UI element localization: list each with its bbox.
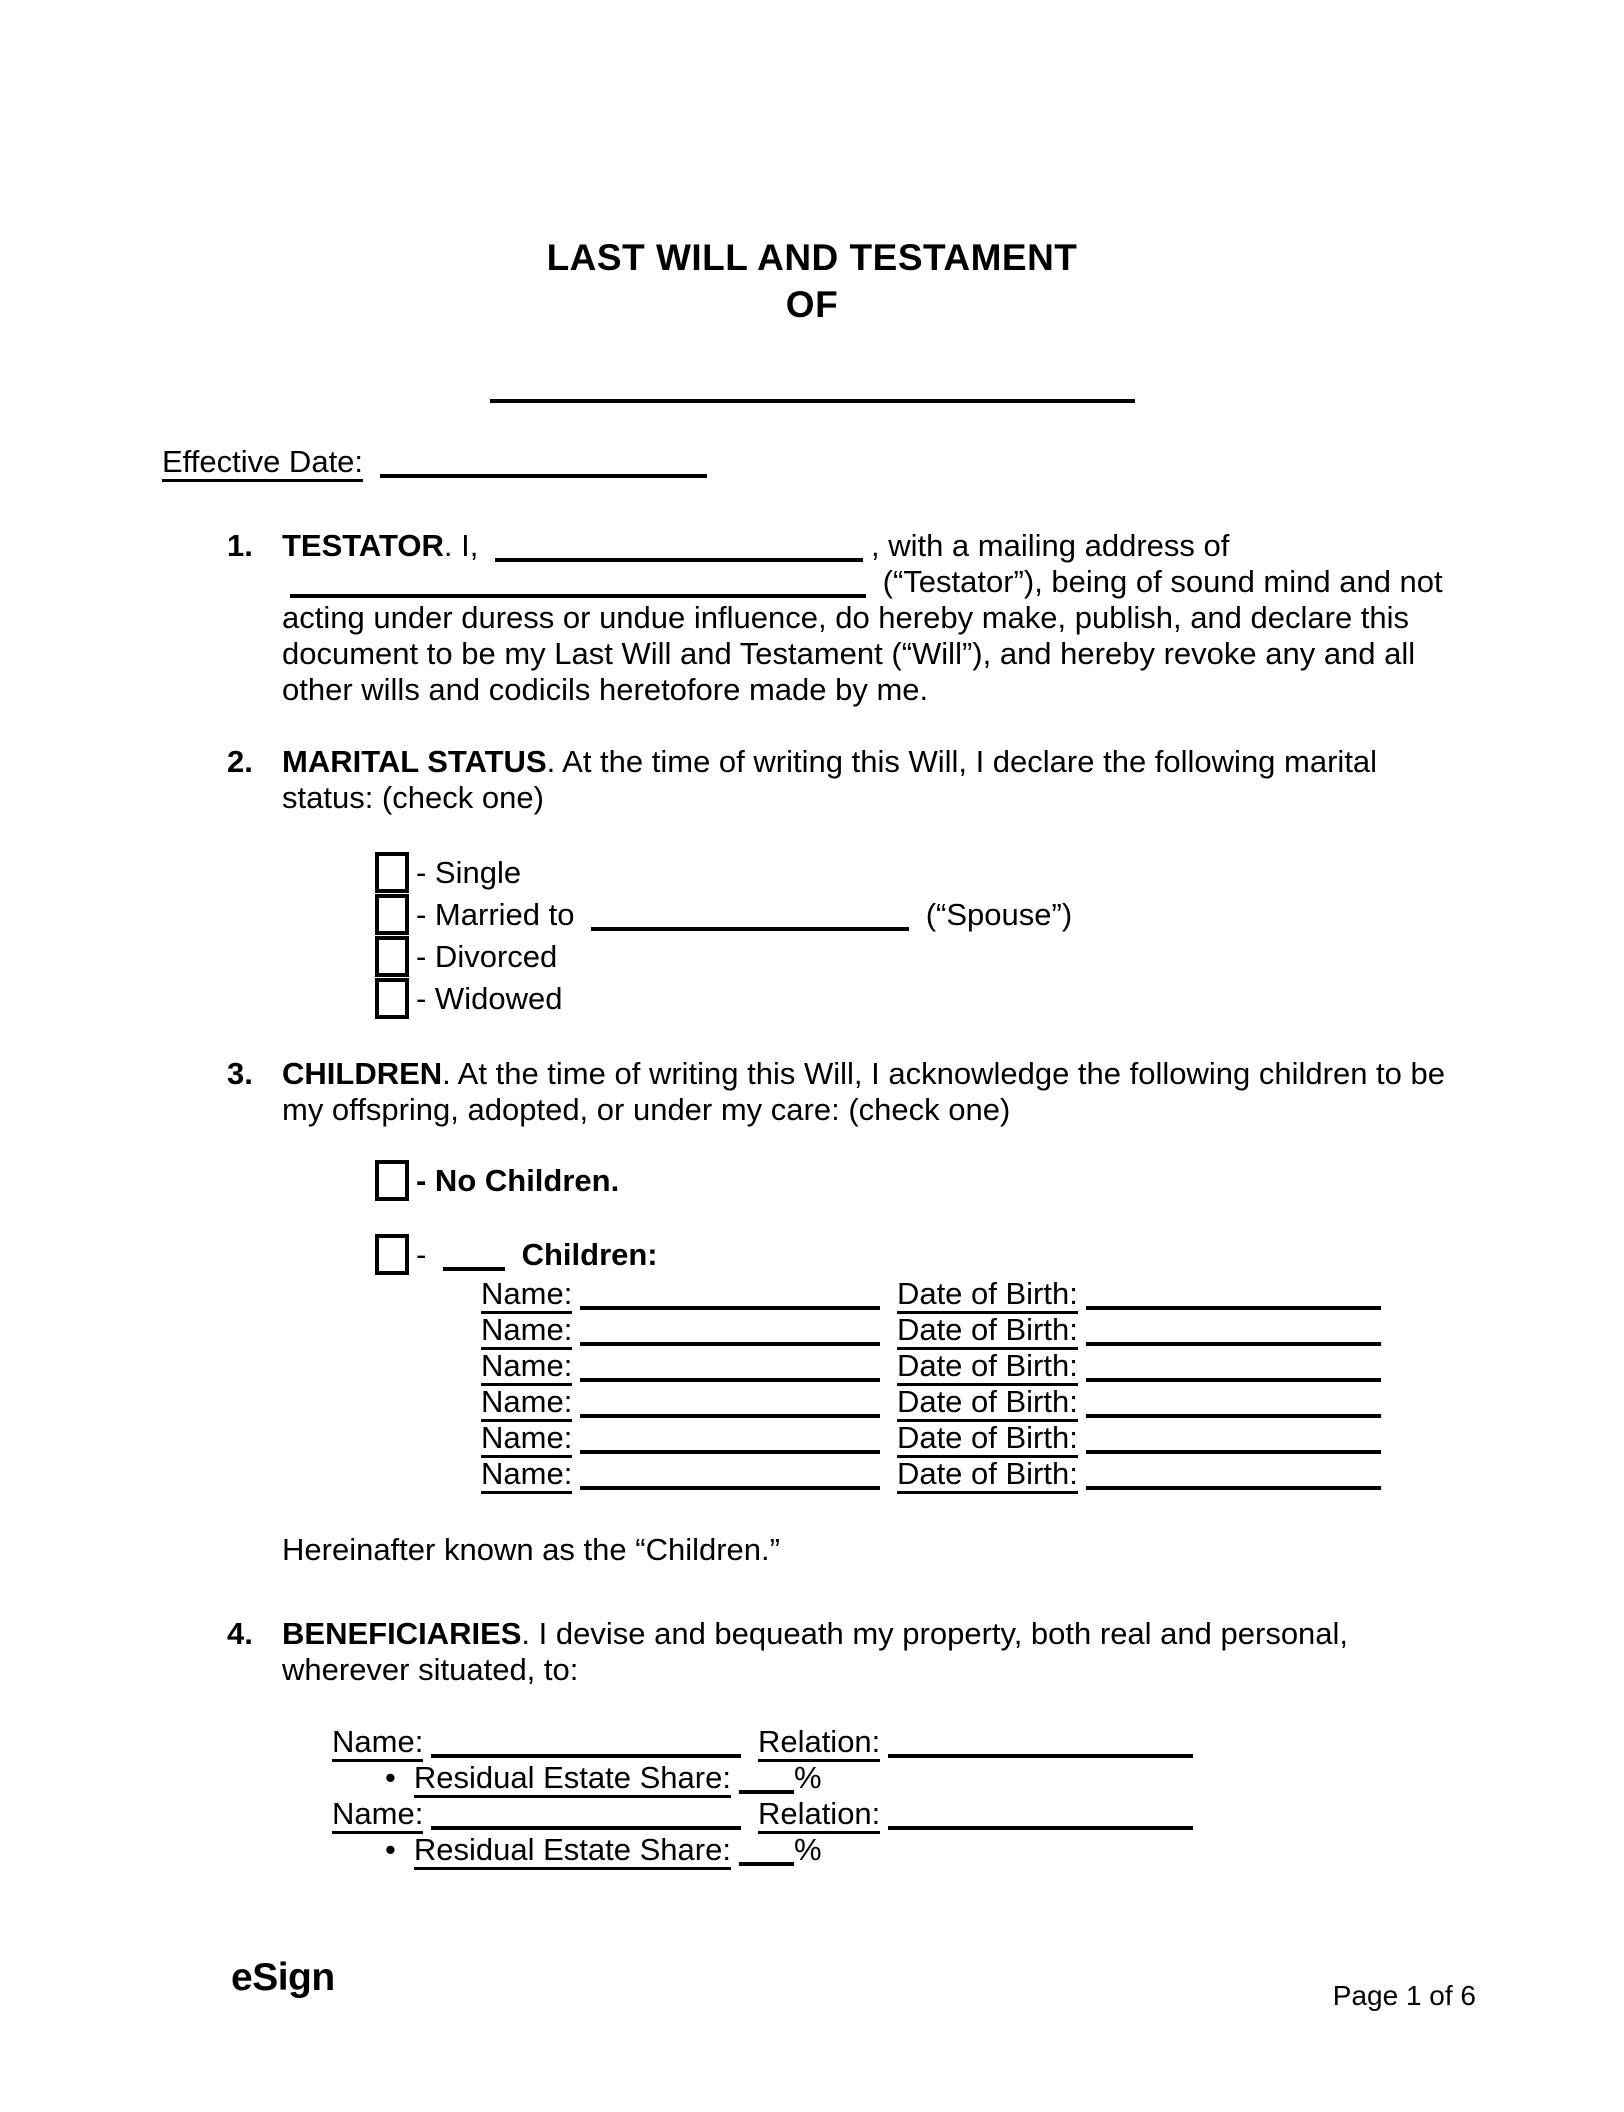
- beneficiary-2-share-row: [385, 1832, 1462, 1868]
- beneficiary-2-name-blank[interactable]: [431, 1799, 741, 1830]
- bullet-icon: •: [385, 1832, 396, 1867]
- section-testator-number: 1.: [227, 528, 253, 563]
- effective-date-line: [162, 444, 1462, 480]
- child-3-dob-blank[interactable]: [1086, 1351, 1381, 1382]
- beneficiary-1-name-label: Name:: [332, 1724, 423, 1762]
- section-testator-heading: TESTATOR: [282, 528, 444, 563]
- child-5-name-blank[interactable]: [580, 1423, 880, 1454]
- beneficiary-2-relation-blank[interactable]: [888, 1799, 1193, 1830]
- children-dash: -: [416, 1237, 427, 1272]
- option-married-row: [375, 894, 1462, 936]
- option-divorced-row: [375, 936, 1462, 978]
- testator-text-1: . I,: [443, 528, 479, 563]
- child-5-name-label: Name:: [481, 1420, 572, 1458]
- children-count-blank[interactable]: [443, 1240, 505, 1271]
- option-widowed-row: [375, 978, 1462, 1020]
- beneficiary-2-row: [332, 1796, 1462, 1832]
- section-testator-body: [282, 528, 1462, 708]
- child-row-6: [481, 1456, 1462, 1492]
- child-2-dob-label: Date of Birth:: [897, 1312, 1078, 1350]
- beneficiary-1-relation-blank[interactable]: [888, 1727, 1193, 1758]
- beneficiary-2-percent: %: [793, 1832, 822, 1867]
- spouse-name-blank[interactable]: [591, 900, 909, 931]
- option-widowed-label: - Widowed: [416, 981, 563, 1016]
- child-4-name-blank[interactable]: [580, 1387, 880, 1418]
- beneficiary-2-name-label: Name:: [332, 1796, 423, 1834]
- children-hereinafter: Hereinafter known as the “Children.”: [282, 1532, 780, 1567]
- child-3-name-blank[interactable]: [580, 1351, 880, 1382]
- widowed-checkbox[interactable]: [375, 978, 409, 1019]
- effective-date-label: Effective Date:: [162, 444, 363, 482]
- section-testator: [162, 528, 1462, 708]
- option-divorced-label: - Divorced: [416, 939, 558, 974]
- testator-name-blank[interactable]: [495, 531, 863, 562]
- child-row-5: [481, 1420, 1462, 1456]
- section-marital-heading: MARITAL STATUS: [282, 744, 547, 779]
- beneficiary-1-relation-label: Relation:: [758, 1724, 880, 1762]
- title-line-2: OF: [785, 284, 839, 325]
- child-row-2: [481, 1312, 1462, 1348]
- child-3-name-label: Name:: [481, 1348, 572, 1386]
- child-4-dob-blank[interactable]: [1086, 1387, 1381, 1418]
- beneficiary-1-row: [332, 1724, 1462, 1760]
- child-5-dob-label: Date of Birth:: [897, 1420, 1078, 1458]
- testator-text-2: , with a mailing address of: [870, 528, 1230, 563]
- bullet-icon: •: [385, 1760, 396, 1795]
- child-5-dob-blank[interactable]: [1086, 1423, 1381, 1454]
- section-beneficiaries-number: 4.: [227, 1616, 253, 1651]
- child-4-name-label: Name:: [481, 1384, 572, 1422]
- child-row-4: [481, 1384, 1462, 1420]
- beneficiary-1-name-blank[interactable]: [431, 1727, 741, 1758]
- testator-address-blank[interactable]: [290, 567, 866, 598]
- marital-intro: [282, 744, 1462, 816]
- beneficiaries-text-1: . I devise and bequeath my property, both real and personal, wherever situated, to:: [282, 1616, 1349, 1687]
- marital-text-1: . At the time of writing this Will, I declare the following marital status: (check one): [282, 744, 1378, 815]
- divorced-checkbox[interactable]: [375, 936, 409, 977]
- beneficiary-2-share-blank[interactable]: [739, 1835, 794, 1866]
- option-single-label: - Single: [416, 855, 522, 890]
- child-1-dob-label: Date of Birth:: [897, 1276, 1078, 1314]
- child-row-1: [481, 1276, 1462, 1312]
- section-marital-number: 2.: [227, 744, 253, 779]
- section-children-number: 3.: [227, 1056, 253, 1091]
- children-intro: [282, 1056, 1462, 1128]
- child-6-dob-label: Date of Birth:: [897, 1456, 1078, 1494]
- child-6-name-blank[interactable]: [580, 1459, 880, 1490]
- marital-options: [375, 852, 1462, 1020]
- beneficiary-2-relation-label: Relation:: [758, 1796, 880, 1834]
- child-1-name-blank[interactable]: [580, 1279, 880, 1310]
- option-no-children-row: [375, 1160, 1462, 1202]
- effective-date-blank[interactable]: [380, 447, 707, 478]
- testator-text-3: (“Testator”), being of sound mind and not acting under duress or undue influence, do hereby make, publish, and declare this document to be my Last Will and Testament (“Will”), and hereby revoke any and all other wills and codicils heretofore made by me.: [282, 564, 1443, 707]
- child-3-dob-label: Date of Birth:: [897, 1348, 1078, 1386]
- child-row-3: [481, 1348, 1462, 1384]
- testator-name-title-blank[interactable]: [490, 399, 1135, 403]
- section-marital-status: [162, 744, 1462, 1020]
- beneficiary-1-share-blank[interactable]: [739, 1763, 794, 1794]
- child-2-name-label: Name:: [481, 1312, 572, 1350]
- section-beneficiaries: [162, 1616, 1462, 1868]
- beneficiary-1-share-row: [385, 1760, 1462, 1796]
- section-children-heading: CHILDREN: [282, 1056, 443, 1091]
- section-children: [162, 1056, 1462, 1568]
- child-4-dob-label: Date of Birth:: [897, 1384, 1078, 1422]
- beneficiaries-intro: [282, 1616, 1462, 1688]
- children-checkbox[interactable]: [375, 1234, 409, 1275]
- married-checkbox[interactable]: [375, 894, 409, 935]
- page-number: Page 1 of 6: [1332, 1980, 1476, 2011]
- child-2-dob-blank[interactable]: [1086, 1315, 1381, 1346]
- option-single-row: [375, 852, 1462, 894]
- no-children-checkbox[interactable]: [375, 1160, 409, 1201]
- option-no-children-label: - No Children.: [416, 1163, 620, 1198]
- option-children-count-row: [375, 1234, 1462, 1276]
- section-children-body: [282, 1056, 1462, 1568]
- children-text-1: . At the time of writing this Will, I acknowledge the following children to be my offspring, adopted, or under my care: (check one): [282, 1056, 1445, 1127]
- children-list: [481, 1276, 1462, 1492]
- document-title: [162, 234, 1462, 328]
- section-beneficiaries-heading: BENEFICIARIES: [282, 1616, 522, 1651]
- beneficiary-1-share-label: Residual Estate Share:: [414, 1760, 731, 1798]
- title-line-1: LAST WILL AND TESTAMENT: [546, 237, 1078, 278]
- section-beneficiaries-body: [282, 1616, 1462, 1868]
- option-married-label: - Married to: [416, 897, 575, 932]
- beneficiary-block-1: [332, 1724, 1462, 1868]
- child-1-name-label: Name:: [481, 1276, 572, 1314]
- single-checkbox[interactable]: [375, 852, 409, 893]
- child-6-name-label: Name:: [481, 1456, 572, 1494]
- child-6-dob-blank[interactable]: [1086, 1459, 1381, 1490]
- beneficiary-2-share-label: Residual Estate Share:: [414, 1832, 731, 1870]
- esign-logo: eSign: [231, 1956, 335, 1999]
- option-children-label: Children:: [521, 1237, 658, 1272]
- section-marital-body: [282, 744, 1462, 1020]
- child-1-dob-blank[interactable]: [1086, 1279, 1381, 1310]
- option-married-suffix: (“Spouse”): [925, 897, 1073, 932]
- child-2-name-blank[interactable]: [580, 1315, 880, 1346]
- beneficiary-1-percent: %: [793, 1760, 822, 1795]
